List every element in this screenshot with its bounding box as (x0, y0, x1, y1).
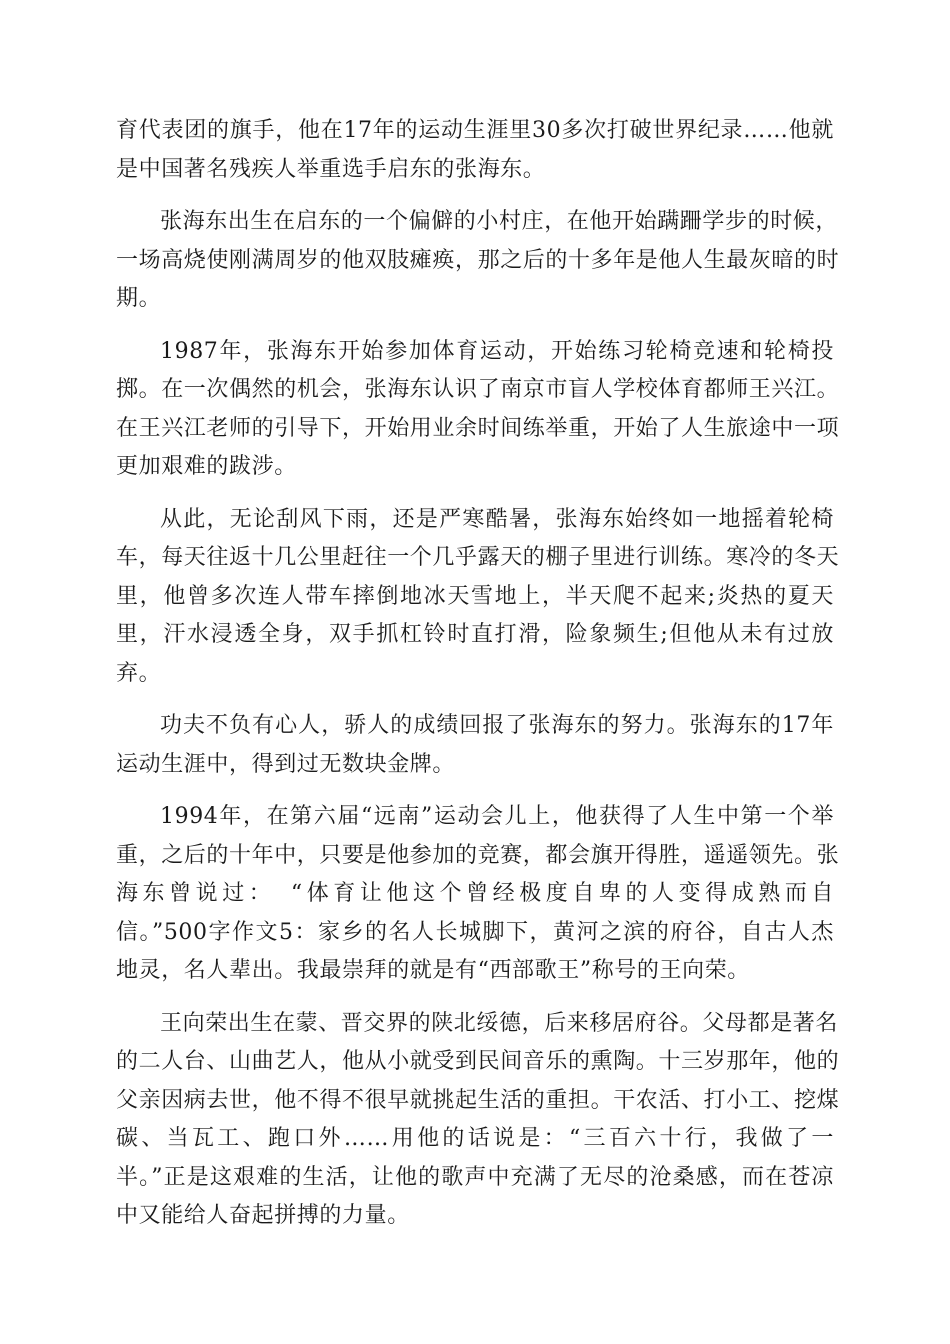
text-line: 1994年，在第六届“远南”运动会儿上，他获得了人生中第一个举 (160, 804, 834, 829)
text-line: 重，之后的十年中，只要是他参加的竞赛，都会旗开得胜，遥遥领先。张 (116, 842, 840, 868)
text-line: 半。”正是这艰难的生活，让他的歌声中充满了无尽的沧桑感，而在苍凉 (116, 1164, 834, 1190)
text-line: 碳、当瓦工、跑口外……用他的话说是：“三百六十行，我做了一 (116, 1126, 834, 1151)
text-line: 功夫不负有心人，骄人的成绩回报了张海东的努力。张海东的17年 (160, 713, 834, 738)
text-line: 的二人台、山曲艺人，他从小就受到民间音乐的熏陶。十三岁那年，他的 (116, 1049, 840, 1074)
paragraph-4 (116, 501, 840, 694)
text-line: 张海东出生在启东的一个偏僻的小村庄，在他开始蹒跚学步的时候， (160, 209, 839, 234)
text-line: 车，每天往返十几公里赶往一个几乎露天的棚子里进行训练。寒冷的冬天 (116, 545, 840, 570)
text-line: 海东曾说过： “体育让他这个曾经极度自卑的人变得成熟而自 (116, 881, 834, 906)
text-line: 1987年，张海东开始参加体育运动，开始练习轮椅竞速和轮椅投 (160, 338, 834, 364)
text-line: 期。 (116, 286, 162, 311)
text-line: 育代表团的旗手，他在17年的运动生涯里30多次打破世界纪录……他就 (116, 118, 834, 143)
text-line: 信。”500字作文5：家乡的名人长城脚下，黄河之滨的府谷，自古人杰 (116, 919, 834, 945)
paragraph-2 (116, 203, 840, 319)
text-line: 父亲因病去世，他不得不很早就挑起生活的重担。干农活、打小工、挖煤 (116, 1087, 840, 1113)
paragraph-1 (116, 112, 834, 189)
text-line: 王向荣出生在蒙、晋交界的陕北绥德，后来移居府谷。父母都是著名 (160, 1010, 839, 1036)
text-line: 运动生涯中，得到过无数块金牌。 (116, 751, 456, 777)
text-line: 更加艰难的跋涉。 (116, 454, 297, 479)
paragraph-6 (116, 798, 840, 991)
text-line: 弃。 (116, 660, 162, 686)
text-line: 一场高烧使刚满周岁的他双肢瘫痪，那之后的十多年是他人生最灰暗的时 (116, 247, 840, 273)
paragraph-3 (116, 333, 840, 487)
text-line: 在王兴江老师的引导下，开始用业余时间练举重，开始了人生旅途中一项 (116, 415, 840, 441)
text-line: 是中国著名残疾人举重选手启东的张海东。 (116, 156, 546, 182)
paragraph-7 (116, 1005, 840, 1236)
text-line: 里，汗水浸透全身，双手抓杠铃时直打滑，险象频生;但他从未有过放 (116, 622, 834, 647)
document-page (116, 112, 840, 1250)
text-line: 里，他曾多次连人带车摔倒地冰天雪地上，半天爬不起来;炎热的夏天 (116, 583, 834, 609)
text-line: 地灵，名人辈出。我最崇拜的就是有“西部歌王”称号的王向荣。 (116, 958, 750, 983)
text-line: 中又能给人奋起拼搏的力量。 (116, 1203, 410, 1228)
text-line: 从此，无论刮风下雨，还是严寒酷暑，张海东始终如一地摇着轮椅 (160, 506, 834, 532)
paragraph-5 (116, 707, 834, 784)
text-line: 掷。在一次偶然的机会，张海东认识了南京市盲人学校体育都师王兴江。 (116, 377, 840, 402)
